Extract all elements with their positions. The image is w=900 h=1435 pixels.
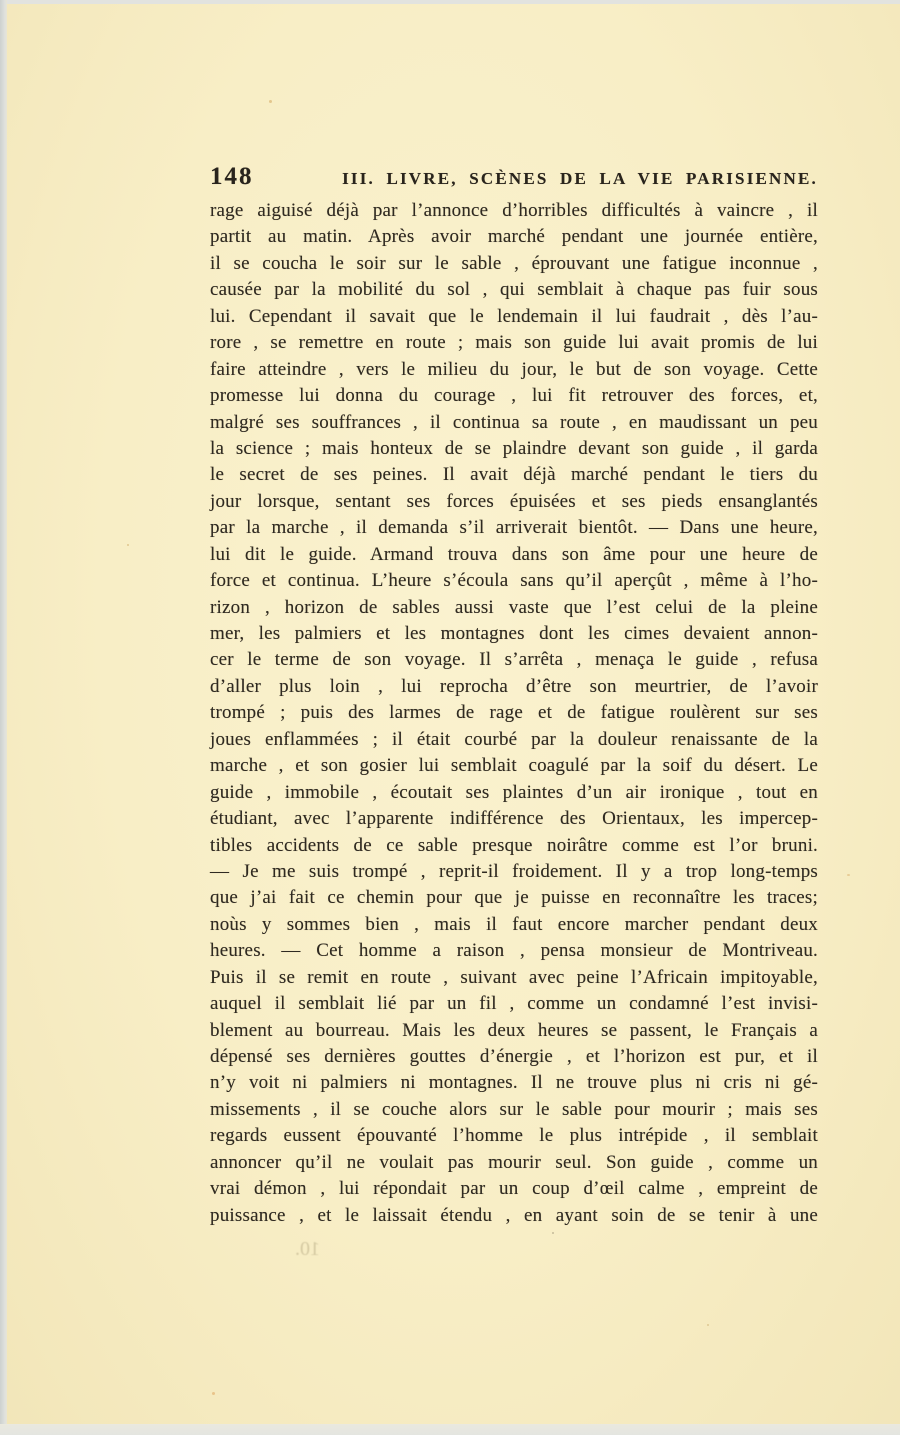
body-line: n’y voit ni palmiers ni montagnes. Il ne trouve plus ni cris ni gé-: [210, 1072, 818, 1094]
body-line: promesse lui donna du courage , lui fit retrouver des forces, et,: [210, 385, 818, 407]
body-line: il se coucha le soir sur le sable , éprouvant une fatigue inconnue ,: [210, 252, 818, 274]
body-line: faire atteindre , vers le milieu du jour, le but de son voyage. Cette: [210, 358, 818, 380]
body-line: dépensé ses dernières gouttes d’énergie , et l’horizon est pur, et il: [210, 1046, 818, 1067]
body-line: puissance , et le laissait étendu , en ayant soin de se tenir à une: [210, 1204, 818, 1226]
body-line: blement au bourreau. Mais les deux heures se passent, le Français a: [210, 1019, 818, 1041]
scan-edge-top: [0, 0, 900, 4]
body-line: mer, les palmiers et les montagnes dont les cimes devaient annon-: [210, 623, 818, 644]
body-line: lui. Cependant il savait que le lendemain il lui faudrait , dès l’au-: [210, 305, 818, 327]
scan-edge-bottom: [0, 1424, 900, 1435]
body-line: regards eussent épouvanté l’homme le plus intrépide , il semblait: [210, 1125, 818, 1147]
body-line: le secret de ses peines. Il avait déjà marché pendant le tiers du: [210, 464, 818, 486]
body-line: jour lorsque, sentant ses forces épuisées et ses pieds ensanglantés: [210, 490, 818, 512]
body-line: annoncer qu’il ne voulait pas mourir seul. Son guide , comme un: [210, 1151, 818, 1173]
body-line: étudiant, avec l’apparente indifférence des Orientaux, les impercep-: [210, 808, 818, 830]
paper-speckle: [127, 544, 129, 546]
body-line: Puis il se remit en route , suivant avec peine l’Africain impitoyable,: [210, 966, 818, 988]
body-line: la science ; mais honteux de se plaindre devant son guide , il garda: [210, 437, 818, 459]
bleed-through-signature-mark: 10.: [295, 1238, 320, 1260]
body-line: trompé ; puis des larmes de rage et de fatigue roulèrent sur ses: [210, 702, 818, 724]
body-line: d’aller plus loin , lui reprocha d’être son meurtrier, de l’avoir: [210, 675, 818, 697]
body-line: marche , et son gosier lui semblait coagulé par la soif du désert. Le: [210, 755, 818, 777]
paper-speckle: [847, 874, 850, 876]
body-line: cer le terme de son voyage. Il s’arrêta , menaça le guide , refusa: [210, 649, 818, 671]
body-line: tibles accidents de ce sable presque noirâtre comme est l’or bruni.: [210, 834, 818, 856]
body-line: que j’ai fait ce chemin pour que je puisse en reconnaître les traces;: [210, 887, 818, 909]
body-line: rage aiguisé déjà par l’annonce d’horribles difficultés à vaincre , il: [210, 200, 818, 221]
page-number: 148: [210, 163, 254, 190]
paper-speckle: [552, 1232, 554, 1234]
paper-speckle: [212, 1392, 215, 1395]
body-line: rizon , horizon de sables aussi vaste que l’est celui de la pleine: [210, 596, 818, 618]
body-line: guide , immobile , écoutait ses plaintes d’un air ironique , tout en: [210, 781, 818, 803]
body-line: heures. — Cet homme a raison , pensa monsieur de Montriveau.: [210, 940, 818, 962]
body-line: partit au matin. Après avoir marché pendant une journée entière,: [210, 226, 818, 248]
scan-edge-left: [0, 0, 7, 1435]
body-line: joues enflammées ; il était courbé par la douleur renaissante de la: [210, 728, 818, 750]
body-line: noùs y sommes bien , mais il faut encore marcher pendant deux: [210, 913, 818, 935]
body-line: malgré ses souffrances , il continua sa route , en maudissant un peu: [210, 411, 818, 433]
body-line: rore , se remettre en route ; mais son guide lui avait promis de lui: [210, 332, 818, 354]
body-line: lui dit le guide. Armand trouva dans son âme pour une heure de: [210, 543, 818, 565]
body-line: — Je me suis trompé , reprit-il froidement. Il y a trop long-temps: [210, 860, 818, 882]
body-line: auquel il semblait lié par un fil , comme un condamné l’est invisi-: [210, 993, 818, 1015]
paper-speckle: [269, 100, 272, 103]
body-line: causée par la mobilité du sol , qui semblait à chaque pas fuir sous: [210, 279, 818, 301]
running-header: [210, 163, 818, 191]
body-line: missements , il se couche alors sur le sable pour mourir ; mais ses: [210, 1098, 818, 1120]
running-title: III. LIVRE, SCÈNES DE LA VIE PARISIENNE.: [342, 169, 818, 188]
body-line: par la marche , il demanda s’il arriverait bientôt. — Dans une heure,: [210, 517, 818, 539]
body-text-block: [210, 198, 818, 1229]
body-line: vrai démon , lui répondait par un coup d’œil calme , empreint de: [210, 1178, 818, 1200]
body-line: force et continua. L’heure s’écoula sans qu’il aperçût , même à l’ho-: [210, 570, 818, 592]
paper-speckle: [707, 1324, 709, 1326]
